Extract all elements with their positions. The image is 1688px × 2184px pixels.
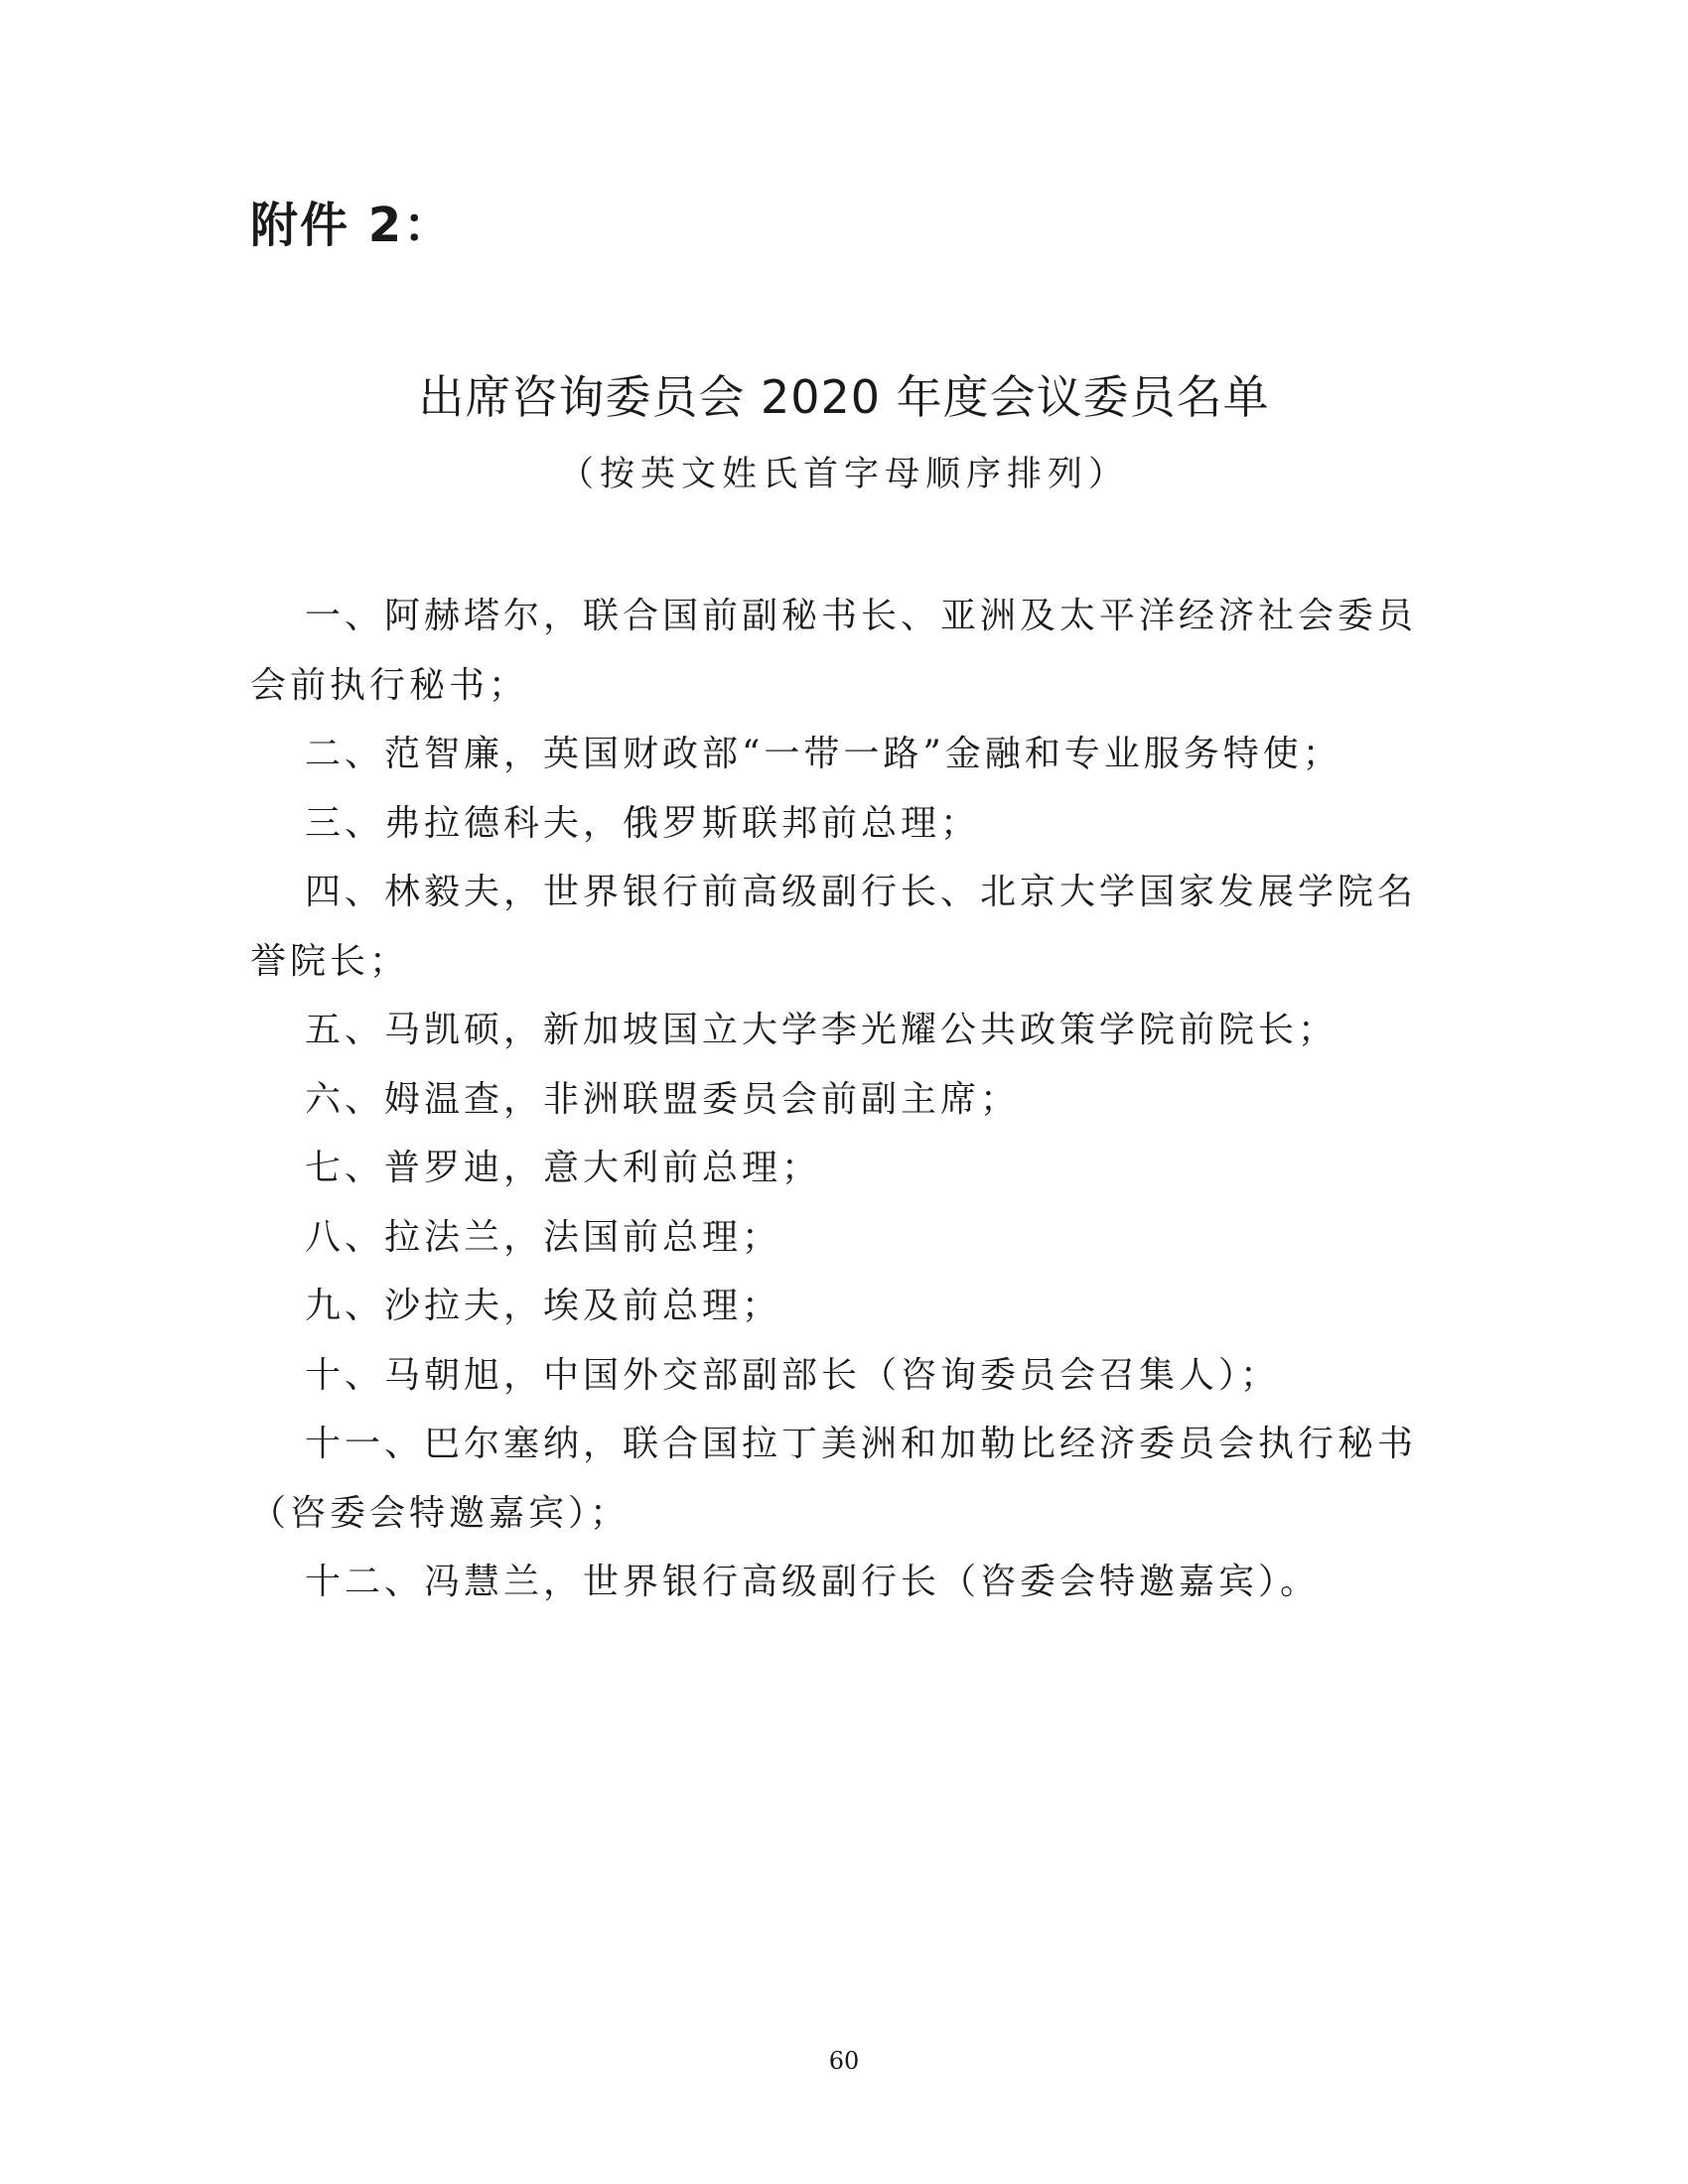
member-item: 四、林毅夫，世界银行前高级副行长、北京大学国家发展学院名誉院长； (250, 872, 1418, 982)
document-subtitle: （按英文姓氏首字母顺序排列） (558, 455, 1129, 494)
member-item: 十一、巴尔塞纳，联合国拉丁美洲和加勒比经济委员会执行秘书（咨委会特邀嘉宾）； (250, 1424, 1418, 1534)
document-title: 出席咨询委员会 2020 年度会议委员名单 (418, 370, 1270, 424)
page-number: 60 (828, 2047, 860, 2075)
member-item: 七、普罗迪，意大利前总理； (305, 1148, 822, 1188)
member-item: 八、拉法兰，法国前总理； (305, 1216, 782, 1258)
attachment-label: 附件 2： (250, 198, 454, 253)
member-item: 十、马朝旭，中国外交部副部长（咨询委员会召集人）； (305, 1354, 1281, 1396)
member-list (250, 582, 1442, 1617)
member-item: 九、沙拉夫，埃及前总理； (305, 1286, 782, 1326)
member-item: 五、马凯硕，新加坡国立大学李光耀公共政策学院前院长； (305, 1010, 1338, 1050)
member-item: 三、弗拉德科夫，俄罗斯联邦前总理； (305, 802, 981, 844)
member-item: 六、姆温查，非洲联盟委员会前副主席； (305, 1078, 1021, 1120)
member-item: 十二、冯慧兰，世界银行高级副行长（咨委会特邀嘉宾）。 (305, 1562, 1321, 1602)
member-item: 二、范智廉，英国财政部“一带一路”金融和专业服务特使； (305, 734, 1342, 774)
member-item: 一、阿赫塔尔，联合国前副秘书长、亚洲及太平洋经济社会委员会前执行秘书； (250, 596, 1418, 706)
